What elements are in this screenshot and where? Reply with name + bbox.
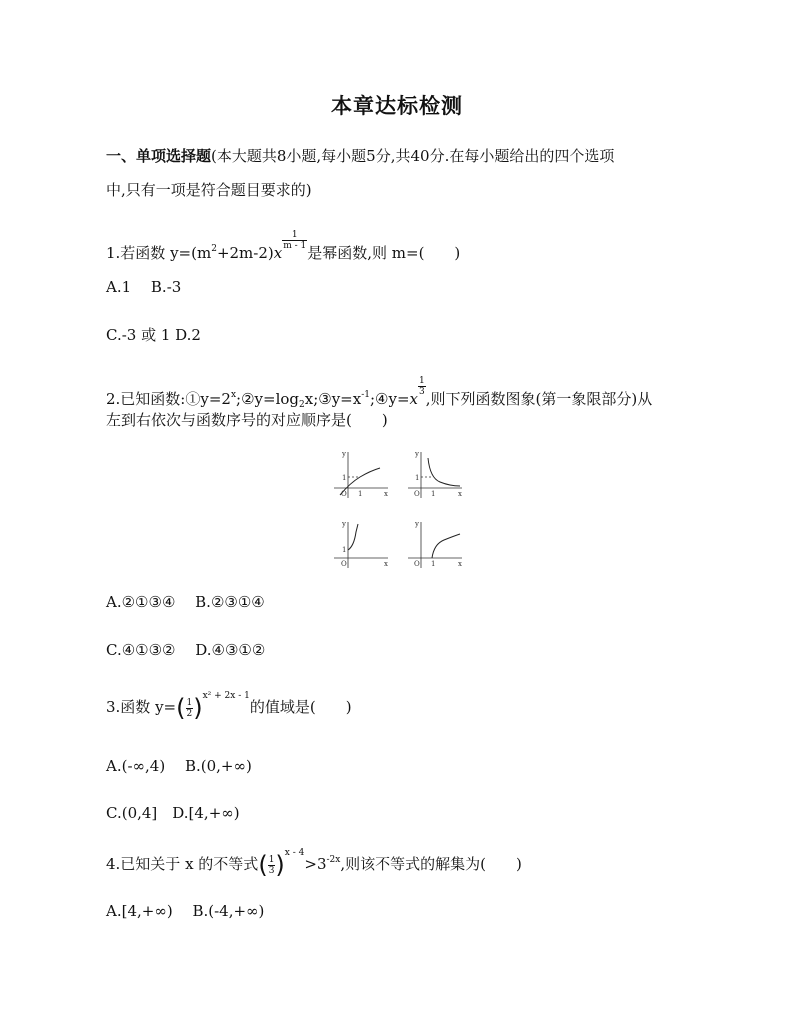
q2-part3: x;③y=x	[304, 390, 362, 408]
graph2-y-label: y	[415, 450, 419, 458]
q2-part2: ;②y=log	[236, 390, 300, 408]
q4-options-ab: A.[4,+∞) B.(-4,+∞)	[106, 902, 265, 920]
q2-exp3: -1	[361, 390, 370, 400]
function-graphs	[328, 446, 478, 570]
graph3-curve	[348, 524, 358, 550]
q2-exponent4	[418, 376, 426, 397]
q4-mid: >3	[304, 855, 327, 873]
question-3	[106, 691, 352, 722]
question-4	[106, 848, 522, 879]
section-description-1: (本大题共8小题,每小题5分,共40分.在每小题给出的四个选项	[211, 147, 615, 165]
q1-suffix: 是幂函数,则 m=( )	[307, 244, 461, 262]
graph3-y-label: y	[342, 520, 346, 528]
graph4-y-label: y	[415, 520, 419, 528]
q4-base-num: 1	[268, 854, 275, 865]
q2-options-ab: A.②①③④ B.②③①④	[106, 593, 265, 611]
graph3-one-y: 1	[342, 546, 347, 554]
graph4-origin: O	[414, 560, 420, 568]
graph1-origin: O	[341, 490, 347, 498]
q2-exp1: x	[230, 390, 237, 400]
q2-line2: 左到右依次与函数序号的对应顺序是( )	[106, 411, 388, 429]
q4-exponent2: -2x	[326, 855, 341, 865]
q2-exp4-den: 3	[419, 387, 425, 397]
q2-exp4-num: 1	[419, 376, 425, 386]
q3-exponent: x² + 2x - 1	[202, 691, 250, 701]
graph2-one-y: 1	[415, 474, 420, 482]
q3-left-paren: (	[176, 694, 186, 722]
q4-prefix: 4.已知关于 x 的不等式	[106, 855, 259, 873]
q1-exp-num: 1	[282, 230, 307, 241]
section-heading-line1	[106, 146, 614, 166]
q1-exponent	[282, 230, 307, 251]
section-description-2: 中,只有一项是符合题目要求的)	[106, 181, 312, 199]
q2-part5: ,则下列函数图象(第一象限部分)从	[425, 390, 653, 408]
q2-part1: 2.已知函数:①y=2	[106, 390, 231, 408]
q3-options-cd: C.(0,4] D.[4,+∞)	[106, 804, 240, 822]
q3-suffix: 的值域是( )	[249, 698, 352, 716]
q3-options-ab: A.(-∞,4) B.(0,+∞)	[106, 757, 252, 775]
q1-options-ab: A.1 B.-3	[106, 278, 182, 296]
q4-right-paren: )	[275, 851, 285, 879]
q3-right-paren: )	[193, 694, 203, 722]
page-title: 本章达标检测	[331, 94, 463, 118]
graph4-x-label: x	[458, 560, 462, 568]
graph3-x-label: x	[384, 560, 388, 568]
q4-exponent: x - 4	[284, 848, 305, 858]
q3-prefix: 3.函数 y=	[106, 698, 177, 716]
q2-log-base: 2	[299, 400, 305, 410]
q3-base-num: 1	[186, 697, 193, 708]
q1-x: x	[273, 244, 283, 262]
q4-suffix: ,则该不等式的解集为( )	[340, 855, 522, 873]
q3-base-den: 2	[186, 708, 193, 719]
graph1-x-label: x	[384, 490, 388, 498]
graph4-curve	[432, 534, 460, 558]
graph3-origin: O	[341, 560, 347, 568]
q1-prefix: 1.若函数 y=(m	[106, 244, 212, 262]
graph2-origin: O	[414, 490, 420, 498]
graph2-curve	[428, 458, 460, 486]
question-2	[106, 376, 652, 409]
q1-square: 2	[211, 244, 217, 254]
graph1-y-label: y	[342, 450, 346, 458]
graph1-one-x: 1	[358, 490, 363, 498]
q1-mid: +2m-2)	[216, 244, 274, 262]
q2-options-cd: C.④①③② D.④③①②	[106, 641, 266, 659]
section-heading: 一、单项选择题	[106, 147, 212, 165]
q2-part4: ;④y=	[370, 390, 410, 408]
q1-exp-den: m - 1	[283, 241, 307, 251]
question-1	[106, 230, 460, 263]
q4-base-den: 3	[268, 865, 275, 876]
graph4-one-x: 1	[431, 560, 436, 568]
q2-x4: x	[409, 390, 419, 408]
graph1-one-y: 1	[342, 474, 347, 482]
graph2-one-x: 1	[431, 490, 436, 498]
q1-options-cd: C.-3 或 1 D.2	[106, 326, 201, 344]
graph2-x-label: x	[458, 490, 462, 498]
q4-left-paren: (	[258, 851, 268, 879]
